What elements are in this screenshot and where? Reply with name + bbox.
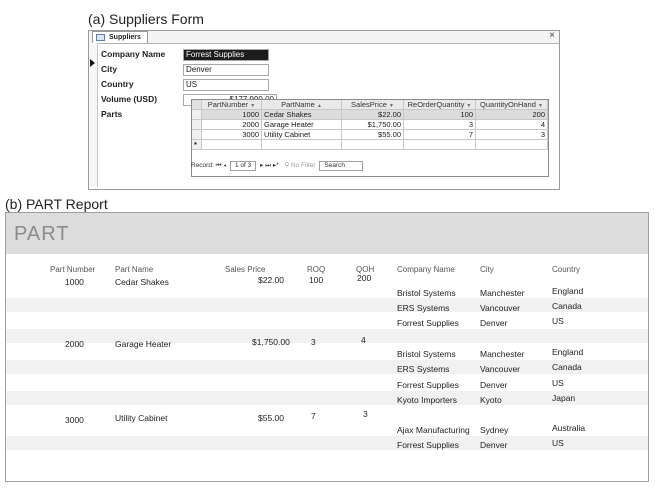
- supplier-city: Vancouver: [480, 364, 521, 374]
- sales-price: $1,750.00: [252, 337, 290, 347]
- select-all-corner[interactable]: [192, 100, 202, 110]
- column-heading-city: City: [480, 265, 494, 274]
- sort-arrow-icon: ▼: [466, 103, 472, 109]
- suppliers-form-window: [88, 30, 560, 190]
- table-cell[interactable]: 3000: [202, 130, 262, 140]
- part-number: 2000: [65, 339, 84, 349]
- part-report: [5, 212, 649, 482]
- supplier-country: Canada: [552, 362, 582, 372]
- supplier-city: Vancouver: [480, 303, 521, 313]
- first-record-icon[interactable]: ⏮: [215, 162, 222, 169]
- table-cell[interactable]: 3: [476, 130, 548, 140]
- qoh-value: 3: [363, 409, 368, 419]
- table-cell[interactable]: $1,750.00: [342, 120, 404, 130]
- qoh-value: 4: [361, 335, 366, 345]
- row-selector[interactable]: [192, 110, 202, 120]
- supplier-country: Australia: [552, 423, 586, 433]
- supplier-company: ERS Systems: [397, 364, 450, 374]
- company-name-label: Company Name: [101, 49, 166, 59]
- sales-price: $22.00: [258, 275, 284, 285]
- supplier-country: US: [552, 316, 564, 326]
- column-heading-sales-price: Sales Price: [225, 265, 266, 274]
- part-number: 3000: [65, 415, 84, 425]
- parts-label: Parts: [101, 109, 123, 119]
- supplier-city: Kyoto: [480, 395, 502, 405]
- column-heading-country: Country: [552, 265, 581, 274]
- column-header-salesprice[interactable]: SalesPrice ▼: [342, 100, 404, 110]
- current-record-arrow-icon: [90, 59, 95, 67]
- supplier-city: Sydney: [480, 425, 509, 435]
- close-icon[interactable]: ×: [549, 30, 555, 41]
- supplier-city: Manchester: [480, 349, 525, 359]
- supplier-company: Forrest Supplies: [397, 380, 459, 390]
- sort-arrow-icon: ▼: [538, 103, 543, 109]
- supplier-company: Bristol Systems: [397, 349, 456, 359]
- table-cell[interactable]: [202, 140, 262, 150]
- sort-arrow-icon: ▼: [250, 103, 256, 109]
- last-record-icon[interactable]: ⏭: [265, 162, 272, 169]
- supplier-country: US: [552, 438, 564, 448]
- new-record-icon[interactable]: ▸*: [272, 162, 279, 169]
- next-record-icon[interactable]: ▸: [260, 162, 264, 169]
- tab-bar: [89, 31, 559, 44]
- country-field[interactable]: US: [183, 79, 269, 91]
- supplier-company: Forrest Supplies: [397, 318, 459, 328]
- table-cell[interactable]: Garage Heater: [262, 120, 342, 130]
- column-heading-qoh: QOH: [356, 265, 375, 274]
- row-selector[interactable]: [192, 120, 202, 130]
- qoh-value: 200: [357, 273, 372, 283]
- form-icon: [96, 34, 105, 41]
- table-cell[interactable]: 4: [476, 120, 548, 130]
- supplier-company: Kyoto Importers: [397, 395, 457, 405]
- sales-price: $55.00: [258, 413, 284, 423]
- sort-arrow-icon: ▲: [316, 103, 322, 109]
- supplier-country: US: [552, 378, 564, 388]
- supplier-city: Denver: [480, 318, 508, 328]
- column-header-quantityonhand[interactable]: QuantityOnHand ▼: [476, 100, 548, 110]
- no-filter-indicator[interactable]: No Filter: [291, 162, 316, 169]
- table-cell[interactable]: [342, 140, 404, 150]
- table-cell[interactable]: 2000: [202, 120, 262, 130]
- table-cell[interactable]: $55.00: [342, 130, 404, 140]
- table-row[interactable]: [192, 110, 548, 120]
- part-name: Garage Heater: [115, 339, 172, 349]
- table-cell[interactable]: [476, 140, 548, 150]
- table-cell[interactable]: 7: [404, 130, 476, 140]
- report-title: PART: [14, 223, 70, 245]
- country-label: Country: [101, 79, 134, 89]
- table-cell[interactable]: Utility Cabinet: [262, 130, 342, 140]
- column-heading-part-number: Part Number: [50, 265, 96, 274]
- roq-value: 100: [309, 275, 324, 285]
- column-header-partname[interactable]: PartName ▲: [262, 100, 342, 110]
- record-navigation-bar: [191, 161, 547, 171]
- supplier-company: Ajax Manufacturing: [397, 425, 470, 435]
- column-heading-part-name: Part Name: [115, 265, 154, 274]
- new-record-marker: *: [192, 140, 202, 150]
- city-label: City: [101, 64, 118, 74]
- roq-value: 7: [311, 411, 316, 421]
- supplier-country: England: [552, 347, 584, 357]
- supplier-country: Japan: [552, 393, 576, 403]
- record-selector[interactable]: [89, 43, 98, 187]
- form-section-heading: (a) Suppliers Form: [88, 11, 204, 27]
- part-name: Cedar Shakes: [115, 277, 169, 287]
- report-section-heading: (b) PART Report: [5, 196, 108, 212]
- column-header-partnumber[interactable]: PartNumber ▼: [202, 100, 262, 110]
- supplier-city: Manchester: [480, 288, 525, 298]
- table-row[interactable]: [192, 120, 548, 130]
- supplier-company: Bristol Systems: [397, 288, 456, 298]
- table-cell[interactable]: 200: [476, 110, 548, 120]
- table-cell[interactable]: 3: [404, 120, 476, 130]
- column-heading-company-name: Company Name: [397, 265, 455, 274]
- table-row[interactable]: [192, 130, 548, 140]
- part-number: 1000: [65, 277, 84, 287]
- filter-icon: ⚲: [284, 162, 290, 169]
- record-label: Record:: [191, 162, 214, 169]
- previous-record-icon[interactable]: ◂: [223, 162, 227, 169]
- row-selector[interactable]: [192, 130, 202, 140]
- tab-suppliers-label: Suppliers: [109, 34, 141, 41]
- record-position-field[interactable]: 1 of 3: [230, 161, 256, 171]
- new-record-row[interactable]: [192, 140, 548, 150]
- supplier-company: Forrest Supplies: [397, 440, 459, 450]
- tab-suppliers[interactable]: [92, 31, 148, 43]
- supplier-city: Denver: [480, 380, 508, 390]
- volume-label: Volume (USD): [101, 94, 158, 104]
- city-field[interactable]: Denver: [183, 64, 269, 76]
- search-input[interactable]: Search: [319, 161, 363, 171]
- supplier-country: Canada: [552, 301, 582, 311]
- part-name: Utility Cabinet: [115, 413, 168, 423]
- supplier-country: England: [552, 286, 584, 296]
- row-band: [6, 329, 648, 343]
- roq-value: 3: [311, 337, 316, 347]
- supplier-city: Denver: [480, 440, 508, 450]
- table-cell[interactable]: 100: [404, 110, 476, 120]
- datasheet-header-row: [192, 100, 548, 110]
- table-cell[interactable]: Cedar Shakes: [262, 110, 342, 120]
- sort-arrow-icon: ▼: [389, 103, 394, 109]
- supplier-company: ERS Systems: [397, 303, 450, 313]
- company-name-field[interactable]: Forrest Supplies: [183, 49, 269, 61]
- column-header-reorderquantity[interactable]: ReOrderQuantity ▼: [404, 100, 476, 110]
- table-cell[interactable]: [404, 140, 476, 150]
- column-heading-roq: ROQ: [307, 265, 326, 274]
- report-title-bar: [6, 213, 648, 254]
- table-cell[interactable]: 1000: [202, 110, 262, 120]
- table-cell[interactable]: [262, 140, 342, 150]
- table-cell[interactable]: $22.00: [342, 110, 404, 120]
